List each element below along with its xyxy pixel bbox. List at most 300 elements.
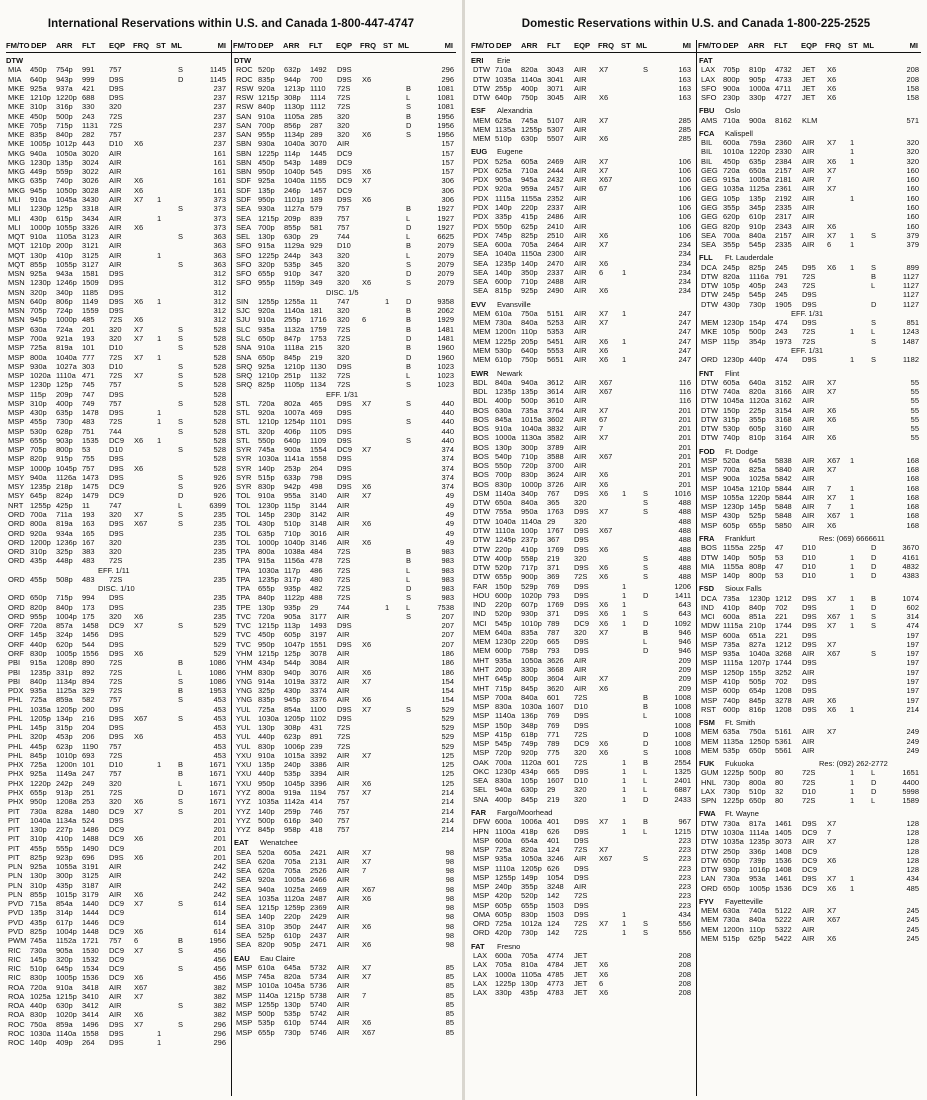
header-arr: ARR <box>56 41 73 50</box>
dest: SEA <box>236 940 252 950</box>
flt: 383 <box>82 547 95 557</box>
miles: 946 <box>678 646 691 656</box>
dep: 145p <box>30 630 47 640</box>
frq: X67 <box>599 387 613 397</box>
frq: X6 <box>134 139 144 149</box>
arr: 740a <box>749 906 766 916</box>
dep: 1135a <box>495 124 516 134</box>
eqp: 320 <box>337 343 350 353</box>
dep: 140p <box>723 571 740 581</box>
dep: 745a <box>258 445 275 455</box>
flight-row <box>699 212 921 221</box>
flt: 1767 <box>547 526 564 536</box>
flight-row <box>234 84 456 93</box>
flt: 1744 <box>775 658 792 668</box>
dest: SDF <box>236 176 251 186</box>
flight-row <box>471 730 693 739</box>
miles: 296 <box>213 1028 226 1038</box>
dest: MIA <box>8 65 22 75</box>
dep: 320p <box>258 426 275 436</box>
dep: 914a <box>258 676 275 686</box>
miles: 643 <box>678 609 691 619</box>
frq: X6 <box>827 221 837 231</box>
flt: 247 <box>82 769 95 779</box>
dest: MSY <box>8 491 25 501</box>
arr: 220p <box>521 202 538 212</box>
frq: X7 <box>362 847 372 857</box>
eqp: D9S <box>109 593 124 603</box>
dest: YUL <box>236 713 251 723</box>
flight-row <box>6 825 228 834</box>
flt: 3414 <box>82 1010 99 1020</box>
miles: 1960 <box>437 343 454 353</box>
arr: 1105a <box>521 969 542 979</box>
miles: 529 <box>213 630 226 640</box>
eqp: 72S <box>109 667 123 677</box>
flight-row <box>471 286 693 295</box>
miles: 247 <box>678 327 691 337</box>
flt: 3162 <box>775 396 792 406</box>
dest: MEM <box>701 915 719 925</box>
flight-row <box>699 194 921 203</box>
note-text: EFF. 1/31 <box>791 345 824 355</box>
miles: 234 <box>678 277 691 287</box>
flight-row <box>471 739 693 748</box>
miles: 168 <box>906 465 919 475</box>
flt: 53 <box>775 571 784 581</box>
eqp: D9S <box>802 658 817 668</box>
eqp: D9S <box>109 649 124 658</box>
arr: 654a <box>521 835 538 845</box>
miles: 49 <box>445 519 454 529</box>
dep: 905a <box>495 175 512 185</box>
flight-row <box>234 556 456 565</box>
miles: 1243 <box>902 327 919 337</box>
dep: 450p <box>723 156 740 166</box>
stops: 1 <box>850 883 855 893</box>
eqp: D9S <box>574 711 589 721</box>
flight-row <box>471 116 693 125</box>
dest: SRQ <box>236 361 253 371</box>
frq: X6 <box>599 683 609 693</box>
flt: 1456 <box>82 630 99 640</box>
arr: 110p <box>521 327 538 337</box>
miles: 453 <box>213 723 226 733</box>
flt: 1444 <box>82 908 99 918</box>
flight-row <box>234 427 456 436</box>
dest: PIT <box>8 825 20 835</box>
dest: MQT <box>8 241 25 251</box>
dep: 925a <box>30 769 47 779</box>
meal: S <box>643 553 649 563</box>
page-title: International Reservations within U.S. and Canada 1-800-447-4747 <box>47 18 415 30</box>
dest: MSP <box>701 520 718 530</box>
dep: 435p <box>30 917 47 927</box>
meal: S <box>406 417 412 427</box>
miles: 926 <box>213 491 226 501</box>
flight-row <box>699 562 921 571</box>
dest: SEA <box>236 912 252 922</box>
flt: 289 <box>310 130 323 140</box>
miles: 160 <box>906 193 919 203</box>
dep: 1200n <box>495 327 516 337</box>
miles: 128 <box>906 818 919 828</box>
eqp: JET <box>802 93 816 103</box>
flight-row <box>6 612 228 621</box>
arr: 735a <box>521 405 538 415</box>
eqp: D9S <box>574 600 589 610</box>
frq: X6 <box>362 167 372 177</box>
eqp: DC9 <box>109 908 125 918</box>
flight-row <box>471 75 693 84</box>
miles: 201 <box>678 451 691 461</box>
eqp: AIR <box>337 750 350 760</box>
origin-city: Alexandria <box>497 106 533 116</box>
dep: 730p <box>723 786 740 796</box>
frq: X6 <box>362 695 372 705</box>
dep: 655p <box>30 787 47 797</box>
arr: 900p <box>521 572 538 582</box>
arr: 920p <box>521 748 538 758</box>
dest: MSP <box>8 445 25 455</box>
miles: 363 <box>213 241 226 251</box>
eqp: 320 <box>337 352 350 362</box>
miles: 106 <box>678 165 691 175</box>
dep: 840p <box>258 593 275 603</box>
dest: DTW <box>473 535 491 545</box>
miles: 106 <box>678 193 691 203</box>
miles: 1206 <box>674 581 691 591</box>
dest: IND <box>701 602 714 612</box>
arr: 855p <box>284 222 301 232</box>
arr: 618p <box>521 729 538 739</box>
eqp: AIR <box>802 667 815 677</box>
arr: 925p <box>521 286 538 296</box>
eqp: AIR <box>574 156 587 166</box>
dep: 700a <box>30 510 47 520</box>
flt: 5840 <box>775 465 792 475</box>
eqp: AIR <box>337 847 350 857</box>
arr: 630p <box>521 134 538 144</box>
arr: 840a <box>749 230 766 240</box>
flt: 1131 <box>82 120 99 130</box>
arr: 135p <box>749 193 766 203</box>
dep: 140p <box>723 552 740 562</box>
arr: 1210p <box>749 483 770 493</box>
schedule-column <box>471 56 693 1096</box>
eqp: AIR <box>574 221 587 231</box>
miles: 154 <box>441 676 454 686</box>
flight-row <box>6 760 228 769</box>
dest: MSY <box>8 472 25 482</box>
flight-row <box>234 149 456 158</box>
dest: MSP <box>473 891 490 901</box>
dep: 450p <box>30 111 47 121</box>
arr: 944p <box>284 74 301 84</box>
frq: X7 <box>827 593 837 603</box>
flight-row <box>234 547 456 556</box>
arr: 308p <box>284 93 301 103</box>
eqp: AIR <box>337 856 350 866</box>
eqp: D9S <box>337 454 352 464</box>
flt: 1536 <box>82 973 99 983</box>
eqp: D9S <box>109 472 124 482</box>
dest: ROC <box>8 1038 25 1048</box>
dest: MSP <box>701 677 718 686</box>
dep: 730a <box>723 818 740 828</box>
arr: 410p <box>521 544 538 554</box>
flt: 47 <box>775 561 784 571</box>
frq: X67 <box>827 455 841 465</box>
flt: 3121 <box>82 241 99 251</box>
dep: 950p <box>258 639 275 649</box>
meal: L <box>406 93 411 103</box>
flight-row <box>6 482 228 491</box>
miles: 201 <box>213 806 226 816</box>
eqp: AIR <box>109 232 122 242</box>
dep: 925a <box>258 176 275 186</box>
flight-row <box>471 563 693 572</box>
dest: STL <box>236 417 250 427</box>
miles: 1481 <box>437 324 454 334</box>
flight-row <box>234 482 456 491</box>
dest: TOL <box>236 500 251 510</box>
dep: 600a <box>723 138 740 148</box>
flt: 330 <box>82 102 95 112</box>
dep: 510p <box>495 134 512 144</box>
miles: 49 <box>445 510 454 520</box>
miles: 85 <box>445 1018 454 1028</box>
flt: 181 <box>310 306 323 316</box>
arr: 840p <box>56 602 73 612</box>
flt: 3614 <box>547 387 564 397</box>
meal: S <box>178 695 184 705</box>
dest: ROC <box>8 1019 25 1029</box>
dest: MEM <box>701 906 719 916</box>
arr: 1055p <box>56 259 77 269</box>
miles: 161 <box>213 185 226 195</box>
dep: 1230p <box>723 355 744 365</box>
dep: 520a <box>258 847 275 857</box>
flt: 1478 <box>82 408 99 418</box>
dep: 700a <box>495 692 512 702</box>
flt: 5422 <box>775 933 792 943</box>
miles: 2079 <box>437 241 454 251</box>
meal: D <box>643 646 649 656</box>
flt: 5740 <box>310 999 327 1009</box>
flt: 3394 <box>310 769 327 779</box>
dep: 800a <box>30 352 47 362</box>
miles: 1081 <box>437 83 454 93</box>
miles: 201 <box>213 843 226 853</box>
miles: 235 <box>213 556 226 566</box>
flt: 755 <box>82 454 95 464</box>
flight-row <box>234 875 456 884</box>
origin-header <box>699 584 921 593</box>
arr: 900a <box>749 115 766 125</box>
flt: 285 <box>310 111 323 121</box>
dep: 920a <box>30 528 47 538</box>
dest: MKE <box>8 139 25 149</box>
frq: X6 <box>599 345 609 355</box>
header-dep: DEP <box>258 41 274 50</box>
dest: PHL <box>8 750 23 760</box>
flt: 1534 <box>82 964 99 974</box>
eqp: 72S <box>337 380 351 390</box>
arr: 617p <box>56 917 73 927</box>
miles: 207 <box>441 630 454 640</box>
miles: 614 <box>213 917 226 927</box>
dep: 845p <box>30 750 47 760</box>
miles: 1953 <box>209 686 226 696</box>
dest: MSP <box>8 343 25 353</box>
miles: 1127 <box>902 299 919 309</box>
eqp: AIR <box>802 193 815 203</box>
flt: 5842 <box>775 474 792 484</box>
eqp: 747 <box>337 296 350 306</box>
flight-row <box>234 640 456 649</box>
dest: SEA <box>236 204 252 214</box>
dest: ORD <box>8 537 25 547</box>
miles: 106 <box>678 175 691 185</box>
note-text: DISC. 1/10 <box>98 584 135 594</box>
miles: 296 <box>213 1019 226 1029</box>
arr: 1000p <box>56 315 77 325</box>
flight-row <box>6 1001 228 1010</box>
dest: GUM <box>701 768 719 778</box>
miles: 4383 <box>902 571 919 581</box>
meal: S <box>178 510 184 520</box>
miles: 168 <box>906 502 919 512</box>
flight-row <box>234 584 456 593</box>
arr: 1114a <box>749 827 769 837</box>
meal: D <box>871 777 877 787</box>
arr: 827a <box>749 639 766 649</box>
arr: 1105a <box>284 111 305 121</box>
dest: MKE <box>8 102 25 112</box>
eqp: JET <box>802 74 816 84</box>
note-text: EFF. 1/11 <box>98 565 130 575</box>
arr: 308p <box>284 723 301 733</box>
miles: 456 <box>213 973 226 983</box>
dep: 530p <box>723 424 740 434</box>
arr: 251p <box>284 371 301 381</box>
flt: 1536 <box>775 883 792 893</box>
frq: X7 <box>827 639 837 649</box>
arr: 1152a <box>56 936 77 946</box>
flight-row <box>234 325 456 334</box>
miles: 223 <box>678 900 691 910</box>
miles: 453 <box>213 713 226 723</box>
dest: MSY <box>8 482 25 492</box>
flt: 891 <box>310 732 323 742</box>
arr: 645a <box>284 962 301 972</box>
eqp: D10 <box>574 776 588 786</box>
header-fm-to: FM/TO <box>6 41 30 50</box>
dep: 600a <box>723 630 740 640</box>
eqp: AIR <box>574 318 587 328</box>
dest: MEM <box>473 318 491 328</box>
flt: 32 <box>775 786 784 796</box>
eqp: AIR <box>802 695 815 705</box>
miles: 379 <box>906 240 919 250</box>
miles: 55 <box>910 405 919 415</box>
miles: 373 <box>213 213 226 223</box>
miles: 128 <box>906 827 919 837</box>
dest: MSP <box>473 711 490 721</box>
miles: 157 <box>441 148 454 158</box>
dest: PHL <box>8 713 23 723</box>
miles: 163 <box>678 83 691 93</box>
flight-row <box>6 862 228 871</box>
eqp: D9S <box>802 630 817 640</box>
dep: 150p <box>495 581 512 591</box>
eqp: AIR <box>337 139 350 149</box>
dep: 320p <box>258 259 275 269</box>
arr: 1005p <box>56 973 77 983</box>
flight-row <box>699 290 921 299</box>
flight-row <box>699 116 921 125</box>
eqp: 757 <box>109 936 122 946</box>
dest: MHT <box>473 665 490 674</box>
frq: X6 <box>827 93 837 103</box>
dest: MSP <box>701 630 718 640</box>
origin-code: EUG <box>471 147 488 157</box>
flight-row <box>6 640 228 649</box>
frq: X67 <box>599 175 613 185</box>
dest: MEM <box>473 637 491 647</box>
flight-row <box>6 399 228 408</box>
arr: 840a <box>521 692 538 702</box>
flight-row <box>471 535 693 544</box>
stops: 1 <box>622 267 627 277</box>
miles: 1008 <box>674 748 691 758</box>
flight-row <box>699 727 921 736</box>
flt: 775 <box>547 748 560 758</box>
flt: 524 <box>82 815 95 825</box>
eqp: AIR <box>337 903 350 913</box>
miles: 2433 <box>674 794 691 804</box>
frq: X67 <box>827 649 841 659</box>
dep: 515p <box>258 472 275 482</box>
miles: 235 <box>213 593 226 603</box>
dep: 400p <box>495 794 512 804</box>
miles: 235 <box>213 528 226 538</box>
flt: 124 <box>547 919 560 929</box>
eqp: JET <box>802 83 816 93</box>
flt: 1408 <box>775 846 792 856</box>
dest: MSP <box>701 667 718 677</box>
frq: 7 <box>827 502 832 512</box>
miles: 1023 <box>437 361 454 371</box>
meal: D <box>406 584 412 594</box>
eqp: AIR <box>109 889 122 899</box>
flt: 2360 <box>775 138 792 148</box>
stops: 1 <box>850 511 855 521</box>
flight-row <box>6 390 228 399</box>
flt: 4727 <box>775 93 792 103</box>
flt: 1556 <box>82 649 99 658</box>
eqp: AIR <box>802 492 815 502</box>
dep: 455p <box>30 574 47 584</box>
dest: SFO <box>236 259 252 269</box>
miles: 234 <box>678 258 691 268</box>
flt: 3164 <box>775 433 792 443</box>
flt: 5738 <box>310 990 327 1000</box>
arr: 630p <box>284 232 301 242</box>
arr: 545p <box>749 290 766 300</box>
flight-row <box>234 399 456 408</box>
